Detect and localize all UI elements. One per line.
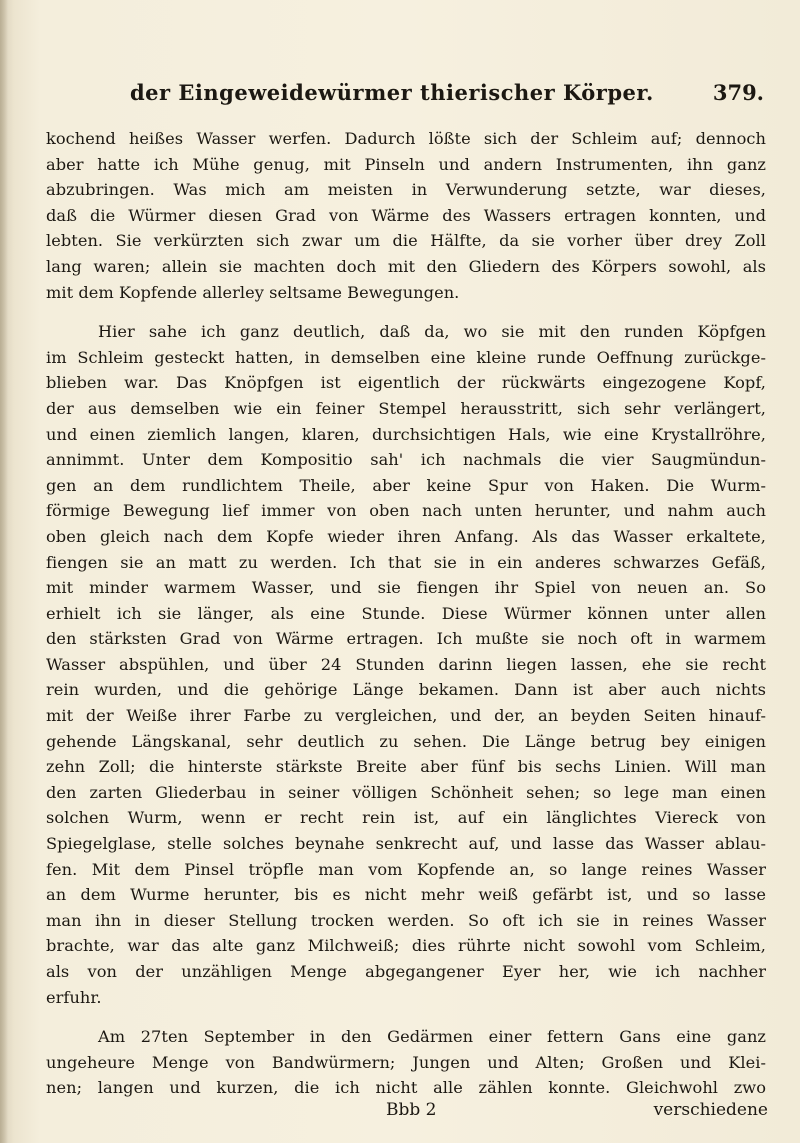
text-line: man ihn in dieser Stellung trocken werden. So oft ich sie in reines Wasser xyxy=(46,910,766,930)
signature-mark: Bbb 2 xyxy=(386,1100,437,1120)
text-line: abzubringen. Was mich am meisten in Verwunderung setzte, war dieses, xyxy=(46,180,766,200)
text-line: blieben war. Das Knöpfgen ist eigentlich der rückwärts eingezogene Kopf, xyxy=(46,373,766,393)
page-header xyxy=(50,78,770,118)
text-line: der aus demselben wie ein feiner Stempel herausstritt, sich sehr verlängert, xyxy=(46,398,766,418)
text-line: annimmt. Unter dem Kompositio sah' ich nachmals die vier Saugmündun- xyxy=(46,450,766,470)
text-line: im Schleim gesteckt hatten, in demselben eine kleine runde Oeffnung zurückge- xyxy=(46,347,766,367)
text-line: Wasser abspühlen, und über 24 Stunden darinn liegen lassen, ehe sie recht xyxy=(46,654,766,674)
text-line: solchen Wurm, wenn er recht rein ist, auf ein länglichtes Viereck von xyxy=(46,808,766,828)
text-line: mit dem Kopfende allerley seltsame Bewegungen. xyxy=(46,282,460,302)
page-number: 379. xyxy=(712,80,764,105)
text-line: rein wurden, und die gehörige Länge bekamen. Dann ist aber auch nichts xyxy=(46,680,766,700)
body-text xyxy=(46,126,766,1101)
text-line: förmige Bewegung lief immer von oben nach unten herunter, und nahm auch xyxy=(46,501,766,521)
text-line: als von der unzähligen Menge abgegangener Eyer her, wie ich nachher xyxy=(46,962,766,981)
text-line: mit minder warmem Wasser, und sie fiengen ihr Spiel von neuen an. So xyxy=(46,578,766,598)
text-line: oben gleich nach dem Kopfe wieder ihren Anfang. Als das Wasser erkaltete, xyxy=(46,526,766,546)
text-line: zehn Zoll; die hinterste stärkste Breite aber fünf bis sechs Linien. Will man xyxy=(46,757,766,777)
text-line: fen. Mit dem Pinsel tröpfle man vom Kopfende an, so lange reines Wasser xyxy=(46,859,766,879)
paragraph-start-line: Am 27ten September in den Gedärmen einer fettern Gans eine ganz xyxy=(98,1027,766,1047)
text-line: nen; langen und kurzen, die ich nicht alle zählen konnte. Gleichwohl zwo xyxy=(46,1078,766,1098)
text-line: erhielt ich sie länger, als eine Stunde. Diese Würmer können unter allen xyxy=(46,603,766,623)
text-line: den zarten Gliederbau in seiner völligen Schönheit sehen; so lege man einen xyxy=(46,782,766,802)
text-line: lang waren; allein sie machten doch mit den Gliedern des Körpers sowohl, als xyxy=(46,256,766,276)
text-line: erfuhr. xyxy=(46,987,102,1007)
text-line: an dem Wurme herunter, bis es nicht mehr weiß gefärbt ist, und so lasse xyxy=(46,885,766,905)
binding-shadow xyxy=(0,0,8,1143)
text-line: Spiegelglase, stelle solches beynahe senkrecht auf, und lasse das Wasser ablau- xyxy=(46,834,766,854)
running-head: der Eingeweidewürmer thierischer Körper. xyxy=(130,80,654,105)
text-line: gen an dem rundlichtem Theile, aber keine Spur von Haken. Die Wurm- xyxy=(46,475,766,495)
text-line: gehende Längskanal, sehr deutlich zu sehen. Die Länge betrug bey einigen xyxy=(46,731,766,751)
text-line: brachte, war das alte ganz Milchweiß; dies rührte nicht sowohl vom Schleim, xyxy=(46,936,766,956)
text-line: aber hatte ich Mühe genug, mit Pinseln und andern Instrumenten, ihn ganz xyxy=(46,154,766,174)
paragraph-start-line: Hier sahe ich ganz deutlich, daß da, wo sie mit den runden Köpfgen xyxy=(98,322,766,342)
text-line: den stärksten Grad von Wärme ertragen. Ich mußte sie noch oft in warmem xyxy=(46,629,766,649)
page-footer xyxy=(50,1100,770,1128)
text-line: lebten. Sie verkürzten sich zwar um die Hälfte, da sie vorher über drey Zoll xyxy=(46,231,766,251)
text-line: mit der Weiße ihrer Farbe zu vergleichen, und der, an beyden Seiten hinauf- xyxy=(46,706,766,726)
text-line: ungeheure Menge von Bandwürmern; Jungen und Alten; Großen und Klei- xyxy=(46,1052,766,1072)
catchword: verschiedene xyxy=(653,1100,768,1120)
text-line: und einen ziemlich langen, klaren, durchsichtigen Hals, wie eine Krystallröhre, xyxy=(46,424,766,444)
text-line: kochend heißes Wasser werfen. Dadurch lößte sich der Schleim auf; dennoch xyxy=(46,129,766,148)
text-line: fiengen sie an matt zu werden. Ich that sie in ein anderes schwarzes Gefäß, xyxy=(46,552,766,572)
text-line: daß die Würmer diesen Grad von Wärme des Wassers ertragen konnten, und xyxy=(46,205,766,225)
